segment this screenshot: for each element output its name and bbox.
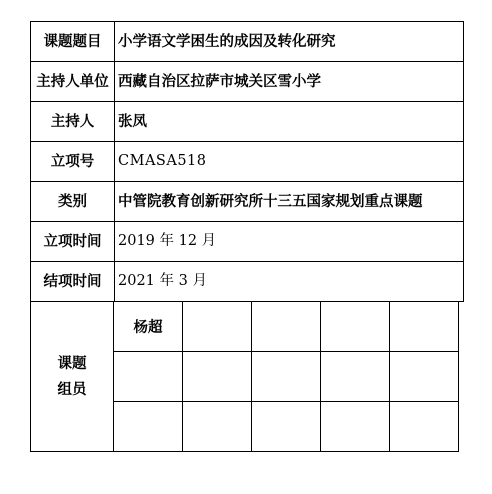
value-end-date: 2021 年 3 月 — [115, 262, 464, 302]
value-project-number: CMASA518 — [115, 142, 464, 182]
member-cell-empty — [114, 402, 183, 452]
value-host-unit: 西藏自治区拉萨市城关区雪小学 — [115, 62, 464, 102]
label-group-members-line2: 组员 — [57, 380, 87, 398]
members-row — [31, 302, 459, 352]
member-cell-empty — [252, 302, 321, 352]
member-cell-empty — [252, 352, 321, 402]
row-project-title — [31, 22, 464, 62]
member-cell-empty — [114, 352, 183, 402]
member-name: 杨超 — [114, 302, 183, 352]
member-cell-empty — [390, 402, 459, 452]
row-host-unit — [31, 62, 464, 102]
value-category: 中管院教育创新研究所十三五国家规划重点课题 — [115, 182, 464, 222]
member-cell-empty — [183, 352, 252, 402]
row-start-date — [31, 222, 464, 262]
member-cell-empty — [321, 352, 390, 402]
members-table — [30, 301, 459, 452]
label-host-unit: 主持人单位 — [31, 62, 115, 102]
label-group-members — [31, 302, 114, 452]
project-info-form — [30, 21, 458, 472]
value-project-title: 小学语文学困生的成因及转化研究 — [115, 22, 464, 62]
member-cell-empty — [183, 402, 252, 452]
row-end-date — [31, 262, 464, 302]
label-group-members-line1: 课题 — [57, 354, 87, 372]
member-cell-empty — [252, 402, 321, 452]
label-start-date: 立项时间 — [31, 222, 115, 262]
member-cell-empty — [321, 302, 390, 352]
label-end-date: 结项时间 — [31, 262, 115, 302]
label-category: 类别 — [31, 182, 115, 222]
member-cell-empty — [390, 302, 459, 352]
label-project-number: 立项号 — [31, 142, 115, 182]
value-start-date: 2019 年 12 月 — [115, 222, 464, 262]
row-project-number — [31, 142, 464, 182]
value-host: 张凤 — [115, 102, 464, 142]
member-cell-empty — [183, 302, 252, 352]
project-info-table — [30, 21, 464, 302]
member-cell-empty — [390, 352, 459, 402]
row-category — [31, 182, 464, 222]
label-project-title: 课题题目 — [31, 22, 115, 62]
row-host — [31, 102, 464, 142]
label-host: 主持人 — [31, 102, 115, 142]
member-cell-empty — [321, 402, 390, 452]
